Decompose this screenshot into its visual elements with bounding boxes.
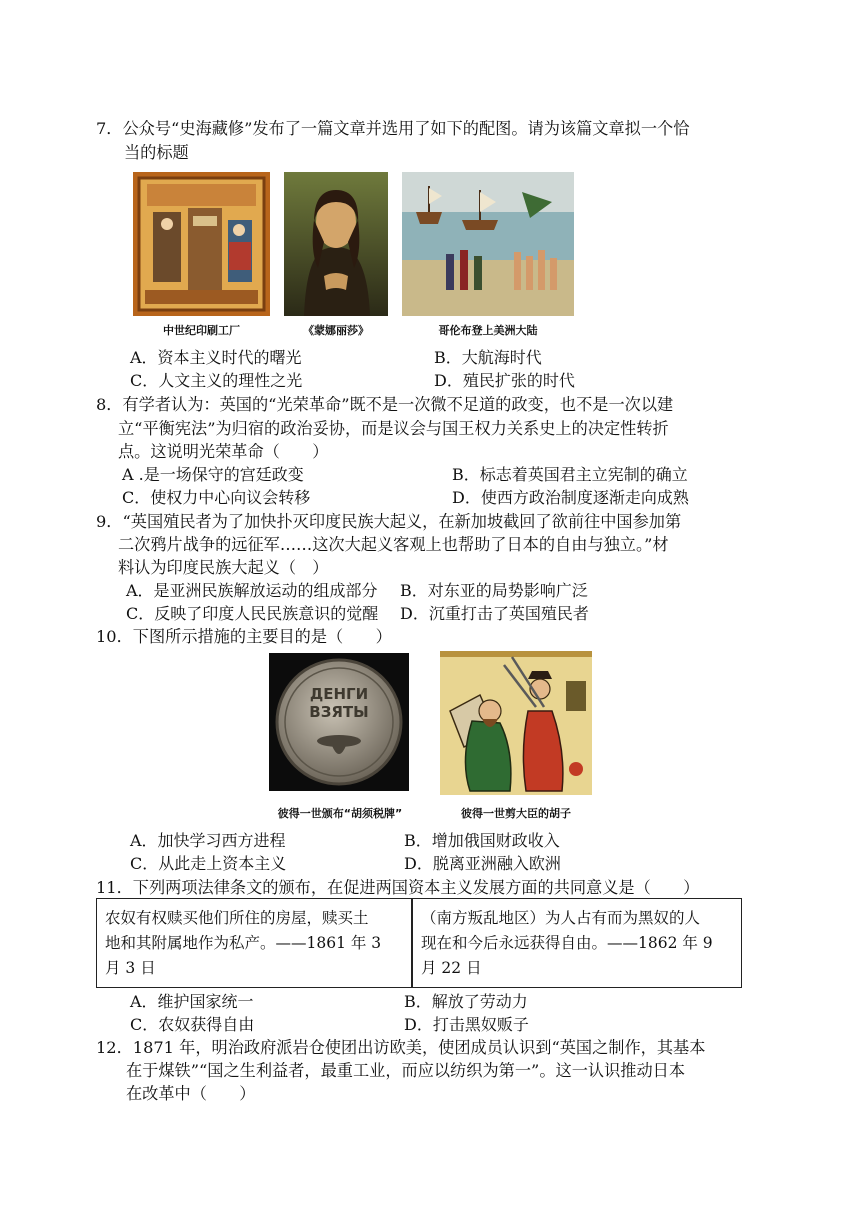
left-cell-line1: 农奴有权赎买他们所住的房屋，赎买土 [105, 909, 369, 927]
columbus-landing-image [402, 172, 574, 316]
q8-option-d[interactable]: D．使西方政治制度逐渐走向成熟 [452, 488, 689, 507]
q8-stem-line1: 8．有学者认为：英国的“光荣革命”既不是一次微不足道的政变，也不是一次以建 [96, 395, 674, 414]
q7-option-c[interactable]: C．人文主义的理性之光 [130, 371, 303, 390]
q9-stem-line1: 9．“英国殖民者为了加快扑灭印度民族大起义，在新加坡截回了欲前往中国参加第 [96, 512, 682, 531]
q7-option-d[interactable]: D．殖民扩张的时代 [434, 371, 575, 390]
q11-option-b[interactable]: B．解放了劳动力 [404, 992, 528, 1011]
q10-stem-line1: 10．下图所示措施的主要目的是（ ） [96, 627, 392, 646]
q9-option-a[interactable]: A．是亚洲民族解放运动的组成部分 [126, 581, 378, 600]
q7-caption-2: 《蒙娜丽莎》 [303, 324, 369, 337]
q9-option-c[interactable]: C．反映了印度人民民族意识的觉醒 [126, 604, 379, 623]
left-cell-line3: 月 3 日 [105, 959, 156, 977]
q10-caption-2: 彼得一世剪大臣的胡子 [461, 807, 571, 820]
q8-option-c[interactable]: C．使权力中心向议会转移 [122, 488, 311, 507]
q7-caption-1: 中世纪印刷工厂 [163, 324, 240, 337]
q9-stem-line3: 料认为印度民族大起义（ ） [118, 558, 329, 577]
mona-lisa-image [284, 172, 388, 316]
q8-option-b[interactable]: B．标志着英国君主立宪制的确立 [452, 465, 688, 484]
coin-text-line2: ВЗЯТЫ [309, 703, 369, 721]
q7-option-a[interactable]: A．资本主义时代的曙光 [130, 348, 302, 367]
q10-option-a[interactable]: A．加快学习西方进程 [130, 831, 286, 850]
q11-option-a[interactable]: A．维护国家统一 [130, 992, 254, 1011]
q11-option-d[interactable]: D．打击黑奴贩子 [404, 1015, 529, 1034]
q11-right-cell [421, 906, 713, 981]
q7-stem-line2: 当的标题 [124, 143, 189, 162]
q11-stem-line1: 11．下列两项法律条文的颁布，在促进两国资本主义发展方面的共同意义是（ ） [96, 878, 700, 897]
q9-stem-line2: 二次鸦片战争的远征军……这次大起义客观上也帮助了日本的自由与独立。”材 [118, 535, 669, 554]
printing-factory-image [133, 172, 270, 316]
q9-option-d[interactable]: D．沉重打击了英国殖民者 [400, 604, 589, 623]
q12-stem-line3: 在改革中（ ） [126, 1084, 256, 1103]
right-cell-line1: （南方叛乱地区）为人占有而为黑奴的人 [421, 909, 701, 927]
q8-stem-line2: 立“平衡宪法”为归宿的政治妥协，而是议会与国王权力关系史上的决定性转折 [118, 419, 669, 438]
q12-stem-line2: 在于煤铁”“国之生利益者，最重工业，而应以纺织为第一”。这一认识推动日本 [126, 1061, 686, 1080]
q8-option-a[interactable]: A .是一场保守的宫廷政变 [122, 465, 304, 484]
q10-option-b[interactable]: B．增加俄国财政收入 [404, 831, 560, 850]
q11-left-cell [105, 906, 381, 981]
q10-caption-1: 彼得一世颁布“胡须税牌” [277, 807, 403, 820]
q7-stem-line1: 7．公众号“史海藏修”发布了一篇文章并选用了如下的配图。请为该篇文章拟一个恰 [96, 119, 690, 138]
q12-stem-line1: 12．1871 年，明治政府派岩仓使团出访欧美，使团成员认识到“英国之制作，其基本 [96, 1038, 706, 1057]
beard-tax-token-image [269, 653, 409, 791]
q11-option-c[interactable]: C．农奴获得自由 [130, 1015, 255, 1034]
table-divider [411, 899, 413, 987]
q7-caption-3: 哥伦布登上美洲大陆 [438, 324, 538, 337]
q9-option-b[interactable]: B．对东亚的局势影响广泛 [400, 581, 588, 600]
left-cell-line2: 地和其附属地作为私产。——1861 年 3 [105, 934, 382, 952]
right-cell-line3: 月 22 日 [421, 959, 482, 977]
q8-stem-line3: 点。这说明光荣革命（ ） [118, 442, 329, 461]
q10-option-c[interactable]: C．从此走上资本主义 [130, 854, 287, 873]
q11-law-table [96, 898, 742, 988]
q7-option-b[interactable]: B．大航海时代 [434, 348, 542, 367]
right-cell-line2: 现在和今后永远获得自由。——1862 年 9 [421, 934, 713, 952]
q10-option-d[interactable]: D．脱离亚洲融入欧洲 [404, 854, 561, 873]
peter-cutting-beard-image [440, 651, 592, 795]
coin-text-line1: ДЕНГИ [309, 685, 369, 703]
